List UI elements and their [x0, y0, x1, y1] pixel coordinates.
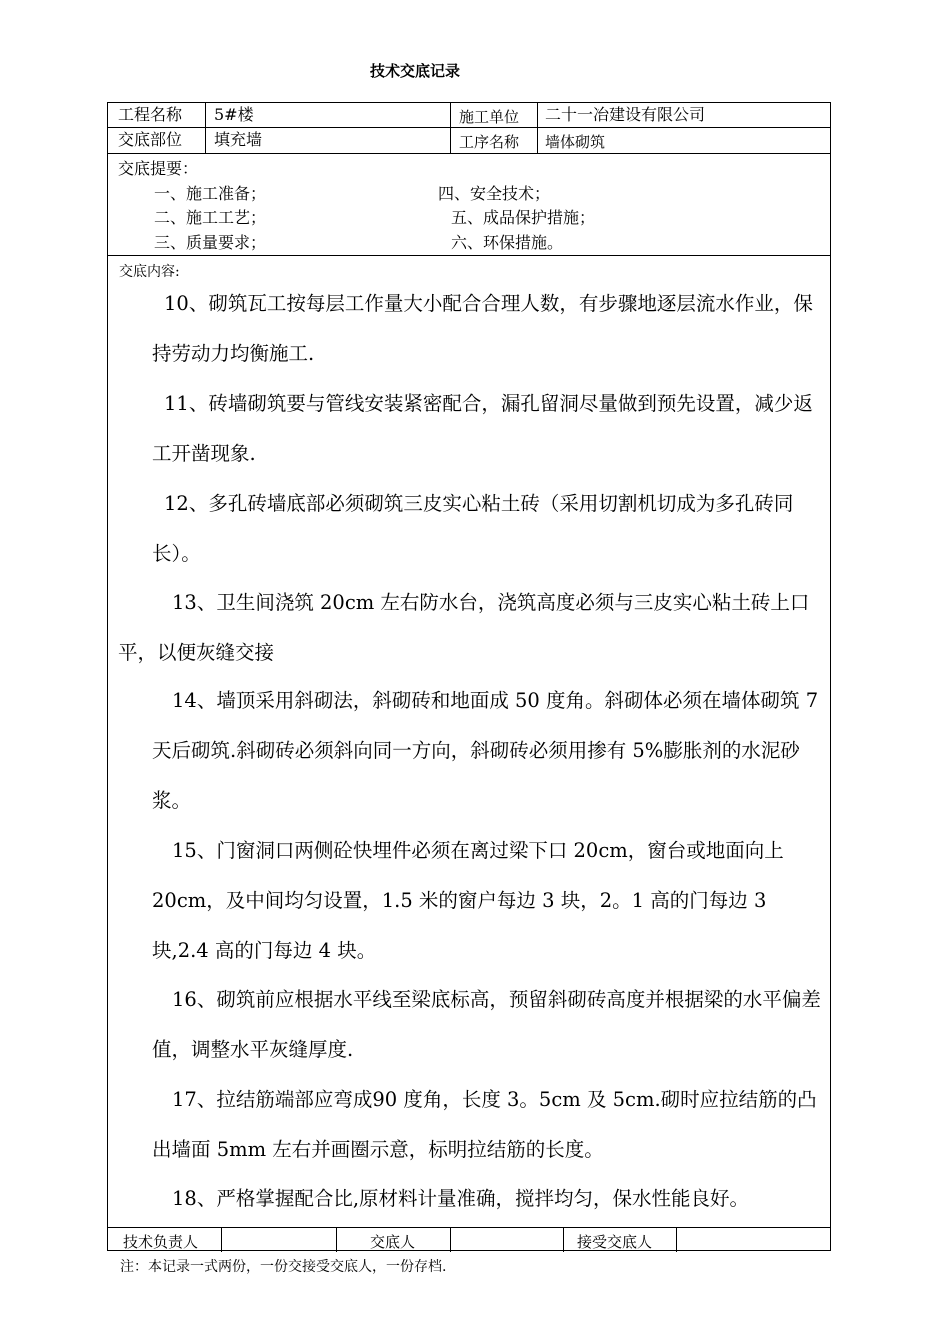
content-paragraph: 17、拉结筋端部应弯成90 度角，长度 3。5cm 及 5cm.砌时应拉结筋的凸出墙面 5mm 左右并画圈示意，标明拉结筋的长度。 [152, 1088, 817, 1161]
col-divider [205, 103, 206, 153]
content-paragraph: 14、墙顶采用斜砌法，斜砌砖和地面成 50 度角。斜砌体必须在墙体砌筑 7 天后砌筑.斜砌砖必须斜向同一方向，斜砌砖必须用掺有 5%膨胀剂的水泥砂浆。 [152, 689, 819, 812]
col-divider [676, 1227, 677, 1252]
col-divider [450, 1227, 451, 1252]
document-title: 技术交底记录 [369, 62, 460, 80]
summary-item: 四、安全技术； [438, 184, 551, 203]
content-label: 交底内容: [119, 264, 180, 280]
part-value: 填充墙 [214, 130, 263, 149]
footer-note: 注：本记录一式两份，一份交接受交底人，一份存档. [120, 1259, 447, 1275]
part-label: 交底部位 [118, 130, 183, 149]
content-paragraph: 13、卫生间浇筑 20cm 左右防水台，浇筑高度必须与三皮实心粘土砖上口平，以便灰缝交接 [118, 591, 810, 664]
summary-item: 六、环保措施。 [451, 233, 564, 252]
row-divider [108, 1227, 830, 1228]
row-divider [108, 255, 830, 256]
summary-label: 交底提要： [118, 159, 199, 178]
content-paragraph: 16、砌筑前应根据水平线至梁底标高，预留斜砌砖高度并根据梁的水平偏差值，调整水平灰缝厚度. [152, 988, 821, 1061]
content-paragraph: 12、多孔砖墙底部必须砌筑三皮实心粘土砖（采用切割机切成为多孔砖同长）。 [152, 492, 794, 565]
tech-lead-label: 技术负责人 [123, 1233, 199, 1251]
col-divider [336, 1227, 337, 1252]
discloser-label: 交底人 [370, 1233, 416, 1251]
summary-item: 二、施工工艺； [154, 208, 267, 227]
content-paragraph: 18、严格掌握配合比,原材料计量准确，搅拌均匀，保水性能良好。 [172, 1187, 750, 1210]
unit-label: 施工单位 [459, 108, 520, 126]
project-value: 5#楼 [214, 105, 254, 124]
content-paragraph: 15、门窗洞口两侧砼快埋件必须在离过梁下口 20cm，窗台或地面向上 20cm，及中间均匀设置，1.5 米的窗户每边 3 块，2。1 高的门每边 3 块,2.4 高的门每边 4 块。 [152, 839, 784, 962]
content-paragraph: 10、砌筑瓦工按每层工作量大小配合合理人数，有步骤地逐层流水作业，保持劳动力均衡施工. [152, 292, 813, 365]
summary-item: 三、质量要求； [154, 233, 267, 252]
col-divider [221, 1227, 222, 1252]
receiver-label: 接受交底人 [577, 1233, 653, 1251]
summary-item: 五、成品保护措施； [451, 208, 596, 227]
col-divider [450, 103, 451, 153]
col-divider [563, 1227, 564, 1252]
process-value: 墙体砌筑 [545, 133, 606, 151]
col-divider [537, 103, 538, 153]
unit-value: 二十一冶建设有限公司 [545, 105, 706, 124]
record-table [107, 102, 831, 1251]
content-paragraph: 11、砖墙砌筑要与管线安装紧密配合，漏孔留洞尽量做到预先设置，减少返工开凿现象. [152, 392, 813, 465]
summary-item: 一、施工准备； [154, 184, 267, 203]
process-label: 工序名称 [459, 133, 520, 151]
project-label: 工程名称 [118, 105, 183, 124]
